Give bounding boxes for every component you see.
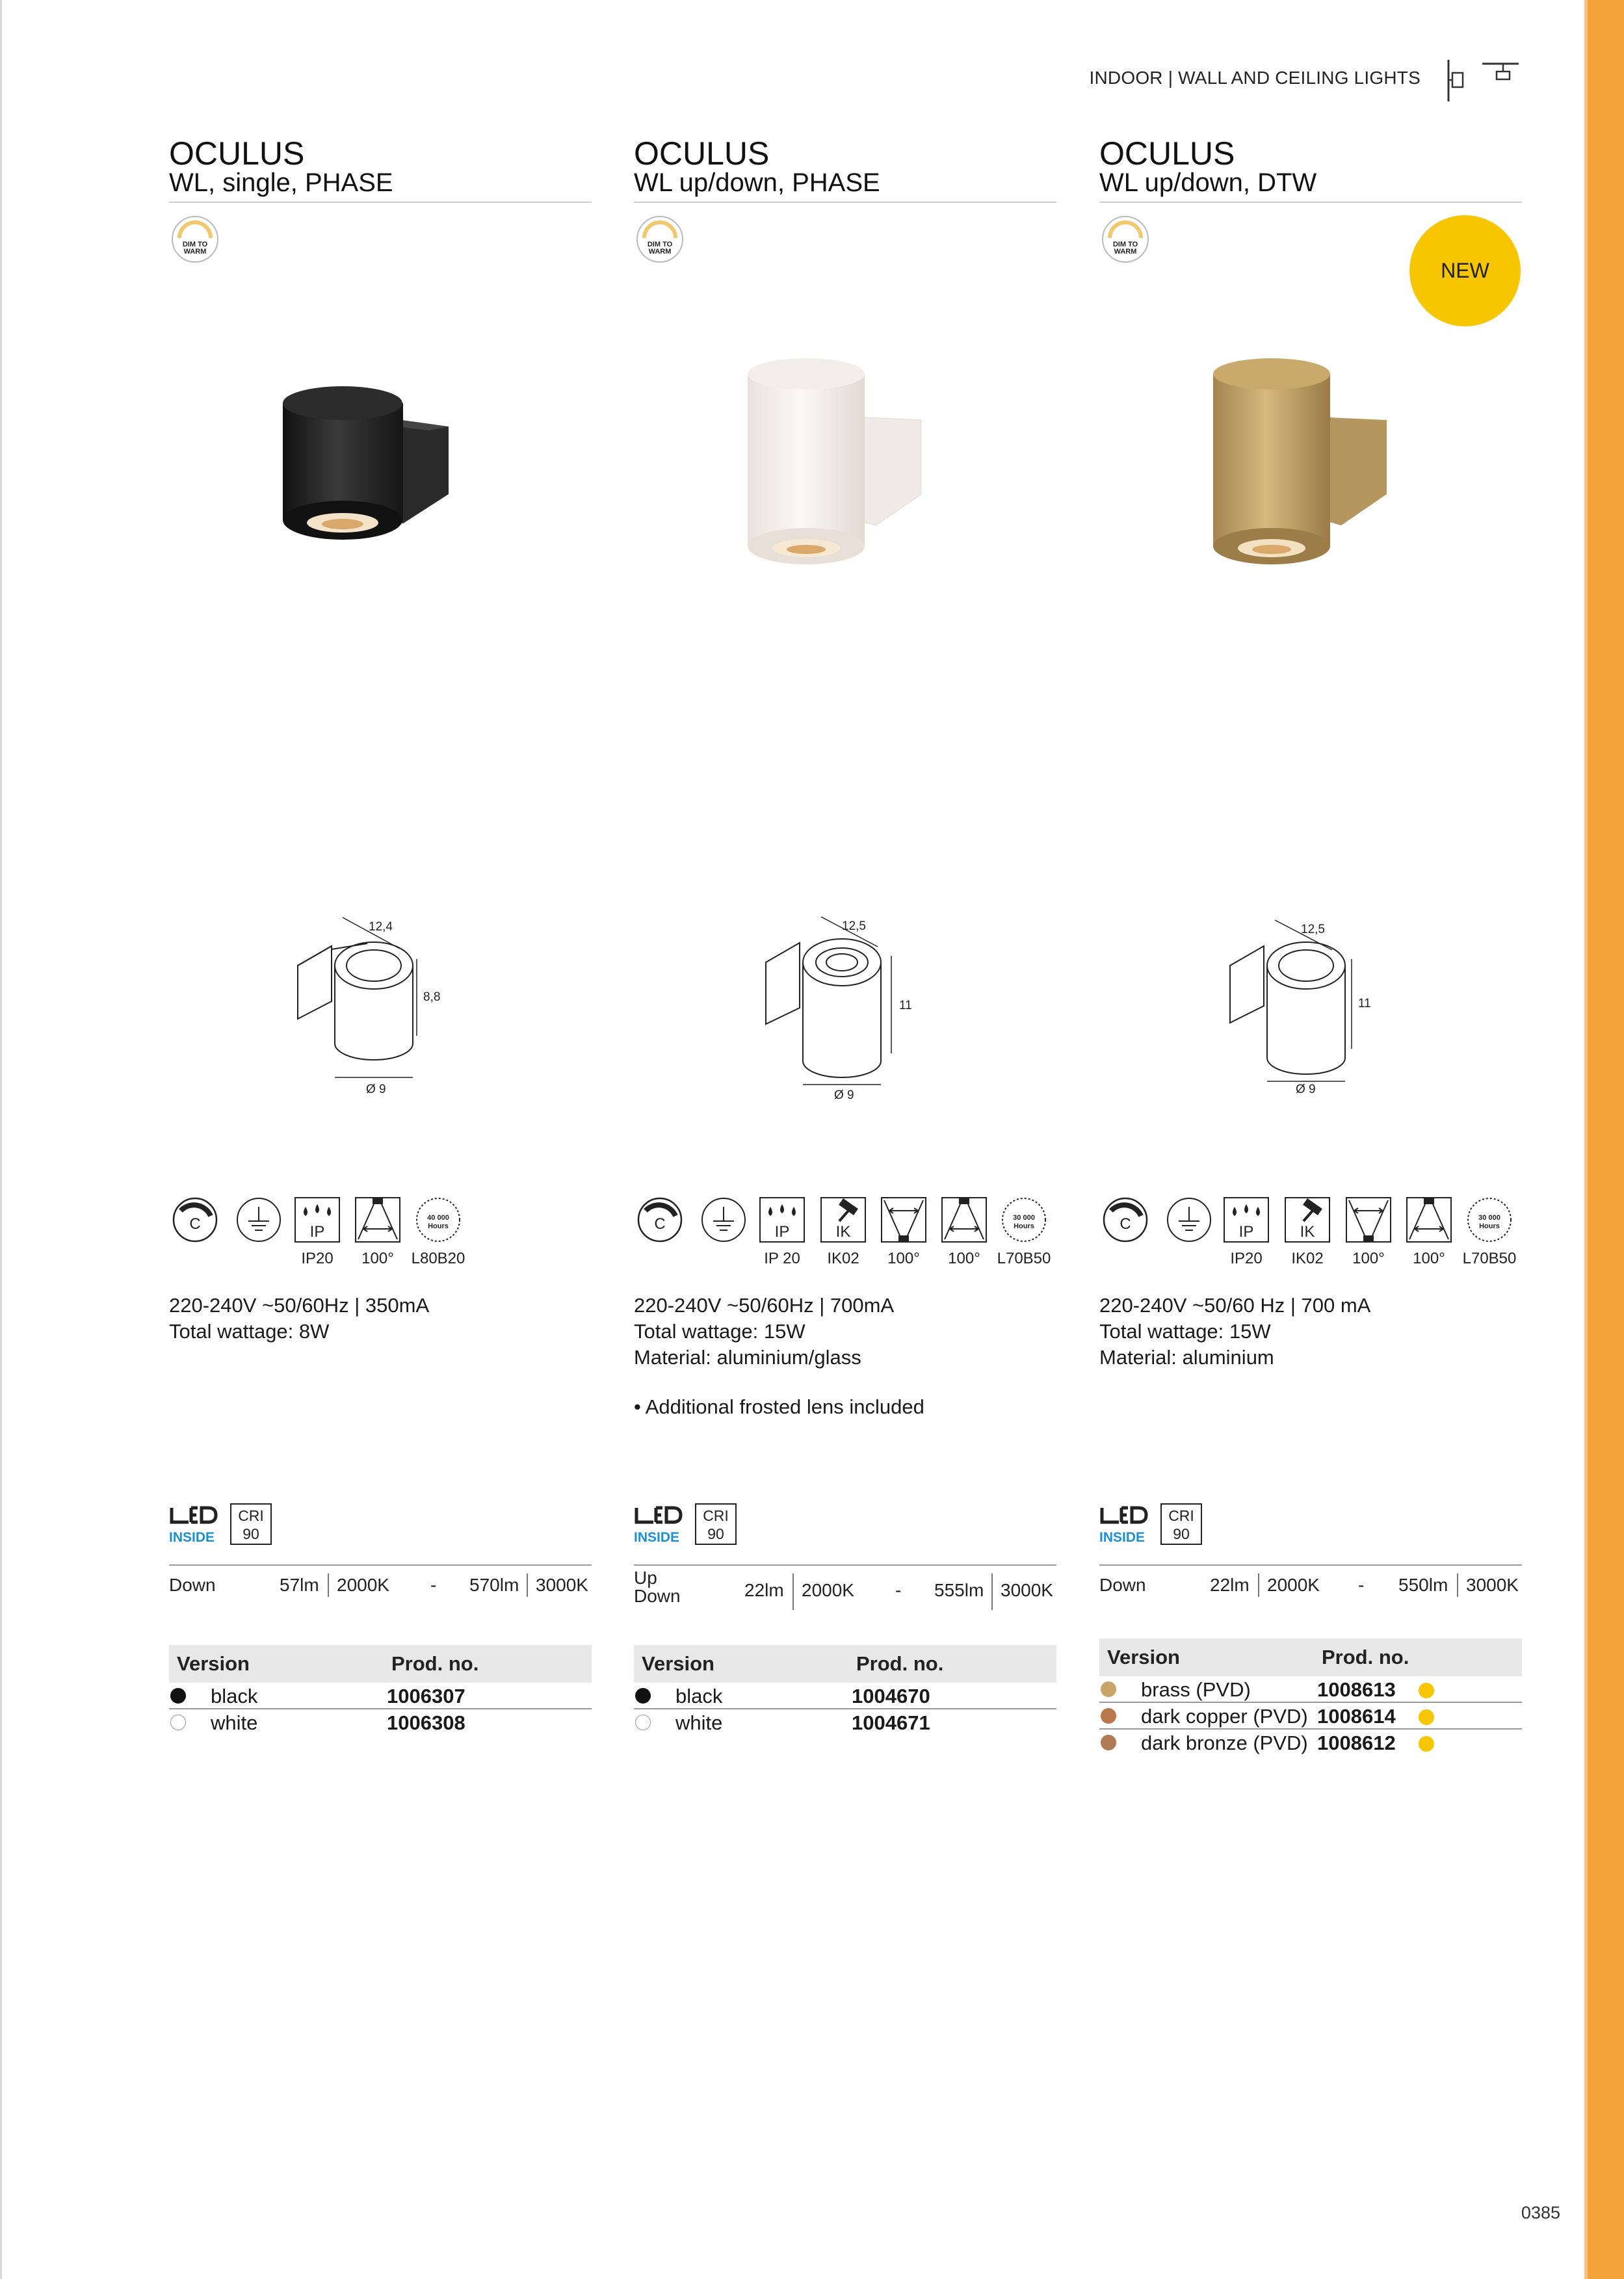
flux-divider [169, 1564, 592, 1566]
cri-label: CRI [1168, 1507, 1194, 1524]
flux-row [169, 1571, 592, 1616]
header-prod-no: Prod. no. [1322, 1646, 1409, 1668]
product-subtitle: WL up/down, DTW [1099, 168, 1317, 197]
finish-swatch-white [170, 1715, 186, 1730]
spec-wattage: Total wattage: 15W [1099, 1320, 1271, 1343]
svg-text:C: C [654, 1215, 666, 1233]
new-indicator-dot [1419, 1709, 1434, 1725]
svg-text:DIM TO: DIM TO [1112, 241, 1138, 248]
svg-text:Hours: Hours [428, 1222, 449, 1230]
category-header: INDOOR | WALL AND CEILING LIGHTS [1089, 68, 1421, 88]
cri-value: 90 [1173, 1525, 1190, 1542]
table-row: brass (PVD) 1008613 [1099, 1676, 1522, 1702]
table-row: dark copper (PVD) 1008614 [1099, 1703, 1522, 1729]
beam-angle-up-icon [1342, 1196, 1395, 1274]
header-version: Version [642, 1652, 714, 1675]
left-page-rule [0, 0, 2, 2279]
table-row: black 1004670 [634, 1683, 1056, 1709]
flux-lm-high: 555lm [934, 1580, 984, 1600]
svg-text:IP: IP [774, 1223, 790, 1241]
flux-direction: Down [169, 1575, 216, 1595]
spec-electrical: 220-240V ~50/60 Hz | 700 mA [1099, 1294, 1371, 1317]
svg-text:Ø 9: Ø 9 [834, 1088, 854, 1102]
svg-text:IK: IK [1300, 1223, 1315, 1241]
svg-text:Ø 9: Ø 9 [1296, 1083, 1316, 1096]
svg-text:IP: IP [1238, 1223, 1254, 1241]
flux-lm-low: 57lm [280, 1575, 319, 1595]
svg-text:11: 11 [1358, 997, 1371, 1010]
spec-material: Material: aluminium/glass [634, 1346, 861, 1369]
dim-to-warm-icon [635, 215, 685, 264]
flux-dash: - [430, 1575, 437, 1595]
table-header [169, 1645, 592, 1683]
dim-to-warm-icon [1101, 215, 1150, 264]
beam-angle-icon [352, 1196, 404, 1274]
spec-block [634, 1293, 1056, 1420]
svg-text:Hours: Hours [1014, 1222, 1034, 1230]
cri-label: CRI [703, 1507, 729, 1524]
product-subtitle: WL up/down, PHASE [634, 168, 880, 197]
finish-swatch-black [635, 1688, 651, 1704]
svg-text:INSIDE: INSIDE [169, 1530, 215, 1545]
product-photo-black [267, 384, 462, 553]
svg-text:C: C [189, 1215, 201, 1233]
flux-k-low: 2000K [1267, 1575, 1320, 1595]
finish-swatch-dark-copper [1101, 1708, 1116, 1724]
svg-text:WARM: WARM [1114, 248, 1137, 256]
ip-rating-icon [291, 1196, 343, 1274]
ik-rating-label: IK02 [1291, 1250, 1324, 1267]
dim-to-warm-icon [170, 215, 220, 264]
beam-angle-down-icon [1403, 1196, 1455, 1274]
lifetime-hours-icon [998, 1196, 1050, 1274]
product-title: OCULUS [1099, 135, 1235, 172]
phase-dimming-icon [169, 1196, 221, 1274]
table-row: dark bronze (PVD) 1008612 [1099, 1730, 1522, 1756]
svg-text:12,5: 12,5 [1301, 923, 1325, 936]
flux-direction: Down [1099, 1575, 1146, 1595]
flux-k-high: 3000K [1001, 1580, 1053, 1600]
feature-icons [634, 1196, 1056, 1274]
flux-dash: - [1358, 1575, 1365, 1595]
flux-row [1099, 1571, 1522, 1616]
lifetime-hours-icon [412, 1196, 464, 1274]
phase-dimming-icon [634, 1196, 686, 1274]
svg-text:30 000: 30 000 [1478, 1214, 1500, 1222]
new-indicator-dot [1419, 1683, 1434, 1698]
header-prod-no: Prod. no. [856, 1652, 944, 1675]
product-photo-white [738, 351, 933, 572]
svg-text:12,5: 12,5 [842, 919, 866, 933]
ik-rating-label: IK02 [827, 1250, 859, 1267]
spec-wattage: Total wattage: 8W [169, 1320, 330, 1343]
finish-swatch-brass [1101, 1681, 1116, 1697]
svg-text:IK: IK [835, 1223, 851, 1241]
dimension-drawing [296, 914, 465, 1102]
spec-block [1099, 1293, 1522, 1371]
cri-value: 90 [707, 1525, 724, 1542]
finish-swatch-white [635, 1715, 651, 1730]
flux-divider [1099, 1564, 1522, 1566]
protective-earth-icon [698, 1196, 750, 1274]
flux-k-low: 2000K [802, 1580, 854, 1600]
beam-angle-label: 100° [361, 1250, 394, 1267]
led-inside-icon [169, 1505, 221, 1546]
lifetime-label: L70B50 [1462, 1250, 1517, 1267]
svg-text:Hours: Hours [1479, 1222, 1500, 1230]
flux-direction-up: Up [634, 1568, 657, 1588]
spec-wattage: Total wattage: 15W [634, 1320, 805, 1343]
svg-text:30 000: 30 000 [1013, 1214, 1035, 1222]
product-title: OCULUS [169, 135, 305, 172]
ik-rating-icon [1281, 1196, 1333, 1274]
svg-text:C: C [1120, 1215, 1131, 1233]
spec-electrical: 220-240V ~50/60Hz | 350mA [169, 1294, 430, 1317]
page-number: 0385 [1521, 2203, 1560, 2222]
beam-angle-down-label: 100° [1413, 1250, 1445, 1267]
cri-label: CRI [238, 1507, 264, 1524]
product-photo-brass [1203, 351, 1398, 572]
dimension-drawing [764, 910, 933, 1105]
header-prod-no: Prod. no. [391, 1652, 479, 1675]
ik-rating-icon [817, 1196, 869, 1274]
beam-angle-up-label: 100° [887, 1250, 920, 1267]
table-row: black 1006307 [169, 1683, 592, 1709]
side-tab-bar [1588, 0, 1624, 2279]
svg-text:12,4: 12,4 [369, 920, 393, 934]
feature-icons [169, 1196, 592, 1274]
finish-swatch-dark-bronze [1101, 1735, 1116, 1750]
spec-electrical: 220-240V ~50/60Hz | 700mA [634, 1294, 895, 1317]
new-indicator-dot [1419, 1736, 1434, 1752]
beam-angle-up-icon [878, 1196, 930, 1274]
svg-text:IP: IP [309, 1223, 325, 1241]
flux-k-high: 3000K [536, 1575, 588, 1595]
flux-lm-high: 550lm [1398, 1575, 1448, 1595]
title-divider [1099, 202, 1522, 203]
svg-text:INSIDE: INSIDE [634, 1530, 680, 1545]
product-column-2 [634, 0, 1056, 2279]
ip-rating-label: IP20 [1230, 1250, 1263, 1267]
ip-rating-icon [756, 1196, 808, 1274]
table-header [634, 1645, 1056, 1683]
svg-text:DIM TO: DIM TO [182, 241, 208, 248]
svg-text:WARM: WARM [183, 248, 207, 256]
flux-row [634, 1568, 1056, 1616]
svg-text:11: 11 [899, 999, 912, 1012]
lifetime-hours-icon [1463, 1196, 1515, 1274]
flux-dash: - [895, 1580, 902, 1600]
flux-divider [634, 1564, 1056, 1566]
dimension-drawing [1228, 914, 1397, 1102]
protective-earth-icon [233, 1196, 285, 1274]
beam-angle-down-icon [938, 1196, 990, 1274]
beam-angle-down-label: 100° [948, 1250, 980, 1267]
table-row: white 1004671 [634, 1709, 1056, 1735]
phase-dimming-icon [1099, 1196, 1151, 1274]
feature-icons [1099, 1196, 1522, 1274]
ip-rating-label: IP 20 [764, 1250, 800, 1267]
led-inside-icon [1099, 1505, 1151, 1546]
lifetime-label: L70B50 [997, 1250, 1051, 1267]
led-inside-icon [634, 1505, 686, 1546]
table-row: white 1006308 [169, 1709, 592, 1735]
flux-direction-down: Down [634, 1586, 681, 1606]
flux-k-high: 3000K [1466, 1575, 1519, 1595]
svg-text:40 000: 40 000 [427, 1214, 449, 1222]
product-column-1 [169, 0, 592, 2279]
svg-text:INSIDE: INSIDE [1099, 1530, 1146, 1545]
ip-rating-icon [1220, 1196, 1272, 1274]
svg-text:DIM TO: DIM TO [647, 241, 673, 248]
svg-text:8,8: 8,8 [423, 990, 441, 1004]
cri-value: 90 [242, 1525, 259, 1542]
product-column-3 [1099, 0, 1522, 2279]
cri-badge [1160, 1503, 1202, 1545]
flux-lm-low: 22lm [1210, 1575, 1250, 1595]
title-divider [634, 202, 1056, 203]
spec-note: • Additional frosted lens included [634, 1395, 924, 1418]
product-title: OCULUS [634, 135, 770, 172]
protective-earth-icon [1163, 1196, 1215, 1274]
title-divider [169, 202, 592, 203]
new-badge: NEW [1409, 215, 1521, 326]
flux-lm-low: 22lm [744, 1580, 784, 1600]
product-subtitle: WL, single, PHASE [169, 168, 393, 197]
cri-badge [695, 1503, 737, 1545]
lifetime-label: L80B20 [411, 1250, 465, 1267]
flux-lm-high: 570lm [469, 1575, 519, 1595]
finish-swatch-black [170, 1688, 186, 1704]
table-header [1099, 1639, 1522, 1676]
svg-text:WARM: WARM [648, 248, 672, 256]
header-version: Version [1107, 1646, 1180, 1668]
header-version: Version [177, 1652, 250, 1675]
ip-rating-label: IP20 [301, 1250, 334, 1267]
beam-angle-up-label: 100° [1352, 1250, 1385, 1267]
flux-k-low: 2000K [337, 1575, 389, 1595]
spec-block [169, 1293, 592, 1345]
cri-badge [230, 1503, 272, 1545]
spec-material: Material: aluminium [1099, 1346, 1274, 1369]
svg-text:Ø 9: Ø 9 [366, 1083, 386, 1096]
